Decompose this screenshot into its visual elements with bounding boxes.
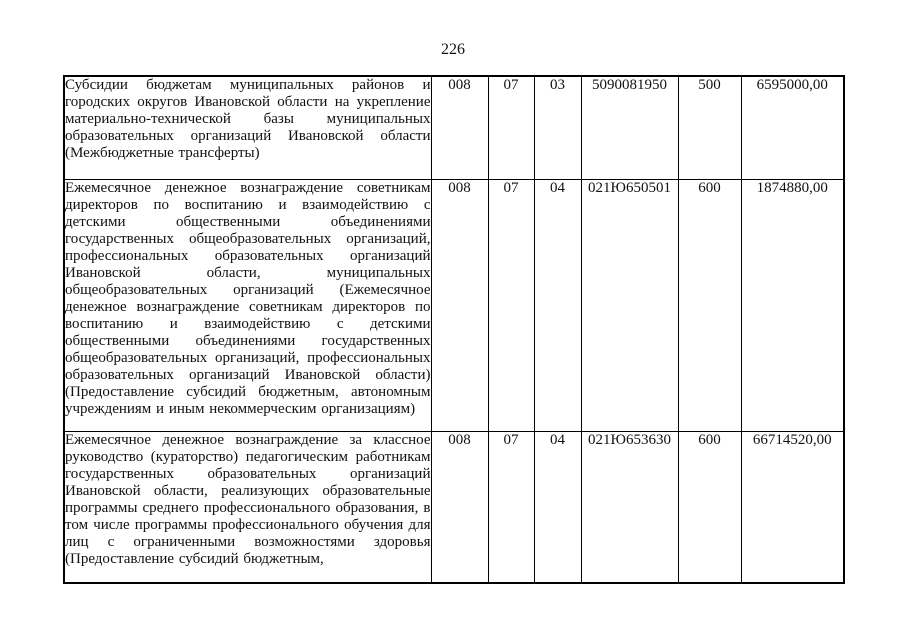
expense-type-code-cell: 600 [678, 431, 741, 583]
section-code-cell: 07 [488, 179, 534, 431]
description-cell: Ежемесячное денежное вознаграждение за классное руководство (кураторство) педагогическим работникам государственных образовательных организаций Ивановской области, реализующих образовательные программы среднего профессионального образования, в том числе программы профессионального обучения для лиц с ограниченными возможностями здоровья (Предоставление субсидий бюджетным, [64, 431, 431, 583]
table-row [64, 76, 844, 179]
amount-cell: 1874880,00 [741, 179, 844, 431]
subsection-code-cell: 04 [534, 179, 581, 431]
section-code-cell: 07 [488, 431, 534, 583]
grbs-code-cell: 008 [431, 179, 488, 431]
grbs-code-cell: 008 [431, 431, 488, 583]
description-cell: Субсидии бюджетам муниципальных районов и городских округов Ивановской области на укрепление материально-технической базы муниципальных образовательных организаций Ивановской области (Межбюджетные трансферты) [64, 76, 431, 179]
table-row [64, 179, 844, 431]
table-row [64, 431, 844, 583]
budget-appropriations-table [63, 75, 845, 584]
section-code-cell: 07 [488, 76, 534, 179]
expense-type-code-cell: 500 [678, 76, 741, 179]
target-article-code-cell: 5090081950 [581, 76, 678, 179]
description-cell: Ежемесячное денежное вознаграждение советникам директоров по воспитанию и взаимодействию с детскими общественными объединениями государственных общеобразовательных организаций, профессиональных образовательных организаций Ивановской области, муниципальных общеобразовательных организаций (Ежемесячное денежное вознаграждение советникам директоров по воспитанию и взаимодействию с детскими общественными объединениями государственных общеобразовательных организаций, профессиональных образовательных организаций Ивановской области) (Предоставление субсидий бюджетным, автономным учреждениям и иным некоммерческим организациям) [64, 179, 431, 431]
page-number: 226 [441, 41, 465, 58]
subsection-code-cell: 03 [534, 76, 581, 179]
expense-type-code-cell: 600 [678, 179, 741, 431]
subsection-code-cell: 04 [534, 431, 581, 583]
amount-cell: 6595000,00 [741, 76, 844, 179]
amount-cell: 66714520,00 [741, 431, 844, 583]
grbs-code-cell: 008 [431, 76, 488, 179]
target-article-code-cell: 021Ю650501 [581, 179, 678, 431]
target-article-code-cell: 021Ю653630 [581, 431, 678, 583]
